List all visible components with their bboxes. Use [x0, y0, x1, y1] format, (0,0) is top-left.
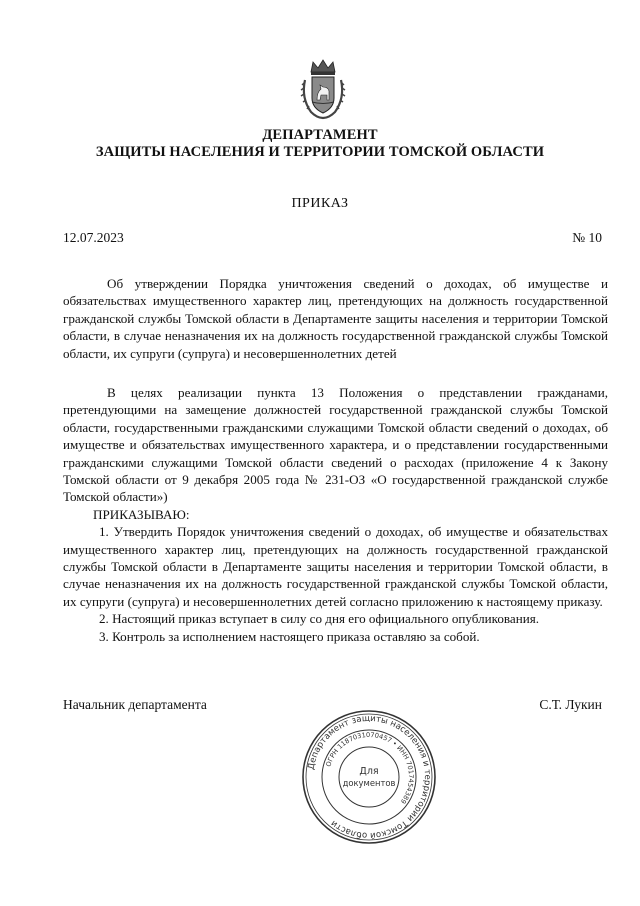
- document-body: [63, 384, 608, 645]
- document-title-block: [63, 275, 608, 362]
- seal-center-line2: документов: [342, 778, 396, 788]
- document-date: 12.07.2023: [63, 230, 124, 245]
- signatory-position: Начальник департамента: [63, 697, 207, 712]
- signatory-name: С.Т. Лукин: [539, 697, 602, 712]
- order-item-3: 3. Контроль за исполнением настоящего приказа оставляю за собой.: [99, 628, 480, 644]
- order-item-2: 2. Настоящий приказ вступает в силу со дня его официального опубликования.: [99, 611, 540, 627]
- order-word: ПРИКАЗЫВАЮ:: [93, 506, 190, 522]
- official-seal-stamp: [300, 708, 438, 846]
- department-name-line2: ЗАЩИТЫ НАСЕЛЕНИЯ И ТЕРРИТОРИИ ТОМСКОЙ ОБЛАСТИ: [95, 144, 545, 160]
- document-type: ПРИКАЗ: [291, 196, 349, 211]
- document-number: № 10: [572, 230, 602, 245]
- department-name-line1: ДЕПАРТАМЕНТ: [262, 127, 378, 143]
- order-item-1: 1. Утвердить Порядок уничтожения сведений о доходах, об имуществе и обязательствах имущественного характер лиц, претендующих на должность государственной гражданской службы Томской области в Департаменте защиты населения и территории Томской области, в случае неназначения их на должность государственной гражданской службы Томской области, их супруги (супруга) и несовершеннолетних детей согласно приложению к настоящему приказу.: [63, 524, 608, 609]
- coat-of-arms-icon: [299, 58, 347, 120]
- document-title: Об утверждении Порядка уничтожения сведений о доходах, об имуществе и обязательствах имущественного характер лиц, претендующих на должность государственной гражданской службы Томской области в Департаменте защиты населения и территории Томской области, в случае неназначения их на должность государственной гражданской службы Томской области, их супруги (супруга) и несовершеннолетних детей: [63, 276, 608, 361]
- seal-inner-text: ОГРН 1187031070457 • ИНН 7017454389: [324, 730, 416, 806]
- seal-center-line1: Для: [359, 766, 379, 777]
- preamble-paragraph: В целях реализации пункта 13 Положения о представлении гражданами, претендующими на замещение должностей государственной гражданской службы Томской области, государственными гражданскими служащими Томской области сведений о доходах, об имуществе и обязательствах имущественного характера, и о представлении государственными гражданскими служащими Томской области сведений о расходах (приложение 4 к Закону Томской области от 9 декабря 2005 года № 231-ОЗ «О государственной гражданской службе Томской области»): [63, 385, 608, 505]
- seal-outer-text: Департамент защиты населения и территории Томской области: [306, 713, 433, 841]
